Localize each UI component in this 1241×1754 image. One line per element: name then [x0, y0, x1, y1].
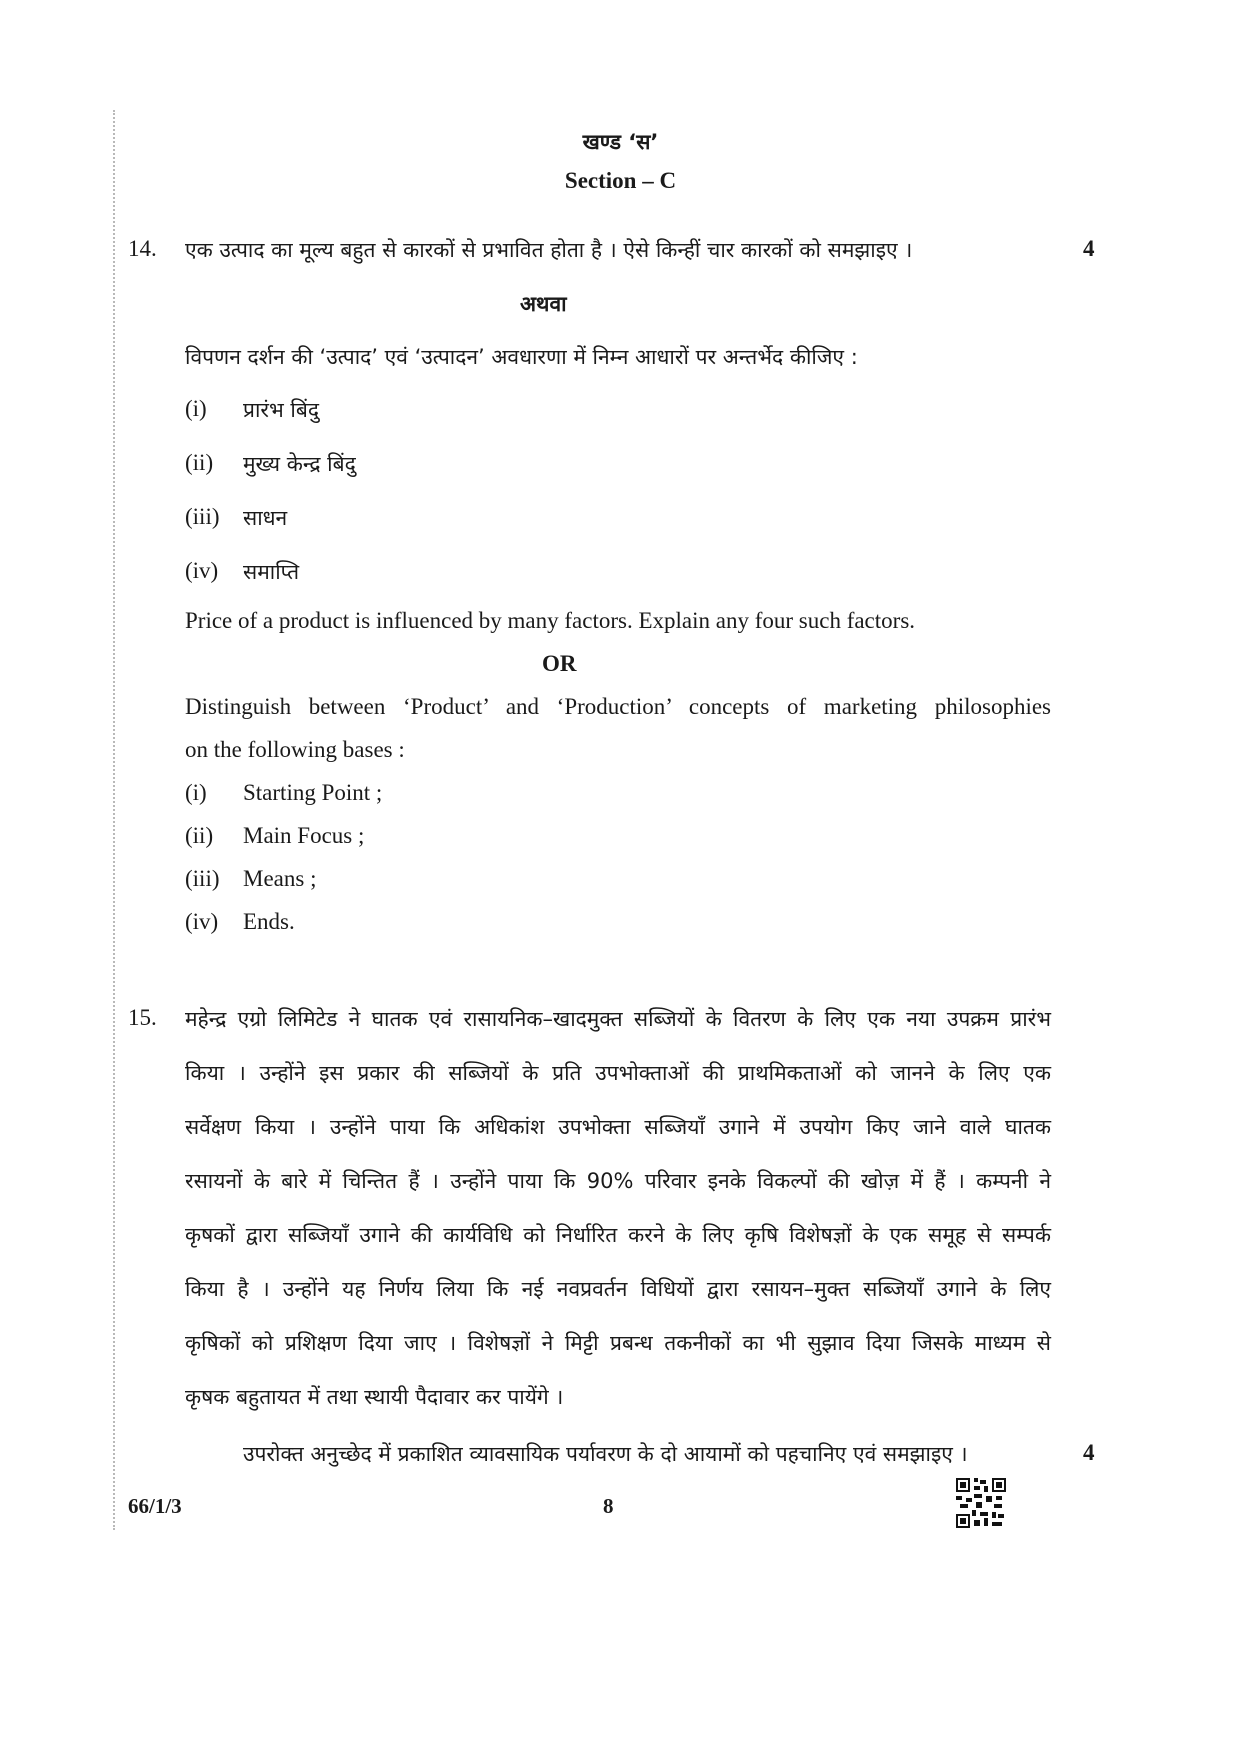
list-number: (iii) — [185, 866, 220, 891]
question-15-prompt: उपरोक्त अनुच्छेद में प्रकाशित व्यावसायिक पर्यावरण के दो आयामों को पहचानिए एवं समझाइए । — [243, 1442, 968, 1466]
list-item-english: Ends. — [243, 909, 295, 934]
list-number: (ii) — [185, 823, 214, 848]
list-item-hindi: समाप्ति — [243, 560, 300, 584]
list-number: (i) — [185, 396, 207, 421]
list-number: (i) — [185, 780, 207, 805]
list-number: (iii) — [185, 504, 220, 529]
section-heading-english: Section – C — [564, 168, 677, 193]
question-14-text-hindi: एक उत्पाद का मूल्य बहुत से कारकों से प्रभावित होता है । ऐसे किन्हीं चार कारकों को समझाइए । — [185, 238, 913, 262]
paper-code: 66/1/3 — [128, 1494, 182, 1518]
paragraph-line: कृषकों द्वारा सब्जियाँ उगाने की कार्यविधि को निर्धारित करने के लिए कृषि विशेषज्ञों के एक समूह से सम्पर्क — [185, 1223, 1051, 1247]
list-number: (ii) — [185, 450, 214, 475]
question-14-text-english: Price of a product is influenced by many factors. Explain any four such factors. — [185, 608, 916, 633]
question-14-number: 14. — [128, 236, 157, 261]
paragraph-line: सर्वेक्षण किया । उन्होंने पाया कि अधिकांश उपभोक्ता सब्जियाँ उगाने में उपयोग किए जाने वाले घातक — [185, 1115, 1051, 1139]
alternative-text-english-line: on the following bases : — [185, 737, 405, 762]
paragraph-line: किया । उन्होंने इस प्रकार की सब्जियों के प्रति उपभोक्ताओं की प्राथमिकताओं को जानने के लिए एक — [185, 1061, 1051, 1085]
or-hindi: अथवा — [520, 292, 567, 316]
list-item-hindi: साधन — [243, 506, 288, 530]
question-15-number: 15. — [128, 1005, 157, 1030]
paragraph-line: महेन्द्र एग्रो लिमिटेड ने घातक एवं रासायनिक–खादमुक्त सब्जियों के वितरण के लिए एक नया उपक्रम प्रारंभ — [185, 1007, 1051, 1031]
list-item-hindi: प्रारंभ बिंदु — [243, 398, 319, 422]
paragraph-line: कृषिकों को प्रशिक्षण दिया जाए । विशेषज्ञों ने मिट्टी प्रबन्ध तकनीकों का भी सुझाव दिया जिसके माध्यम से — [185, 1331, 1051, 1355]
alternative-text-hindi: विपणन दर्शन की ‘उत्पाद’ एवं ‘उत्पादन’ अवधारणा में निम्न आधारों पर अन्तर्भेद कीजिए : — [185, 345, 858, 369]
section-heading-hindi: खण्ड ‘स’ — [582, 130, 659, 154]
list-number: (iv) — [185, 558, 219, 583]
page-number: 8 — [603, 1494, 614, 1518]
binding-margin-line — [113, 110, 115, 1530]
paragraph-line: रसायनों के बारे में चिन्तित हैं । उन्होंने पाया कि 90% परिवार इनके विकल्पों की खोज़ में हैं । कम्पनी ने — [185, 1169, 1051, 1193]
list-item-english: Starting Point ; — [243, 780, 383, 805]
paragraph-line: किया है । उन्होंने यह निर्णय लिया कि नई नवप्रवर्तन विधियों द्वारा रसायन–मुक्त सब्जियाँ उगाने के लिए — [185, 1277, 1051, 1301]
or-english: OR — [542, 651, 577, 676]
list-number: (iv) — [185, 909, 219, 934]
paragraph-line: कृषक बहुतायत में तथा स्थायी पैदावार कर पायेंगे । — [185, 1385, 564, 1409]
question-15-marks: 4 — [1083, 1440, 1095, 1465]
list-item-english: Main Focus ; — [243, 823, 365, 848]
alternative-text-english-line: Distinguish between ‘Product’ and ‘Production’ concepts of marketing philosophies — [185, 694, 1051, 719]
list-item-hindi: मुख्य केन्द्र बिंदु — [243, 452, 356, 476]
list-item-english: Means ; — [243, 866, 317, 891]
question-14-marks: 4 — [1083, 236, 1095, 261]
qr-code-icon — [956, 1478, 1006, 1528]
